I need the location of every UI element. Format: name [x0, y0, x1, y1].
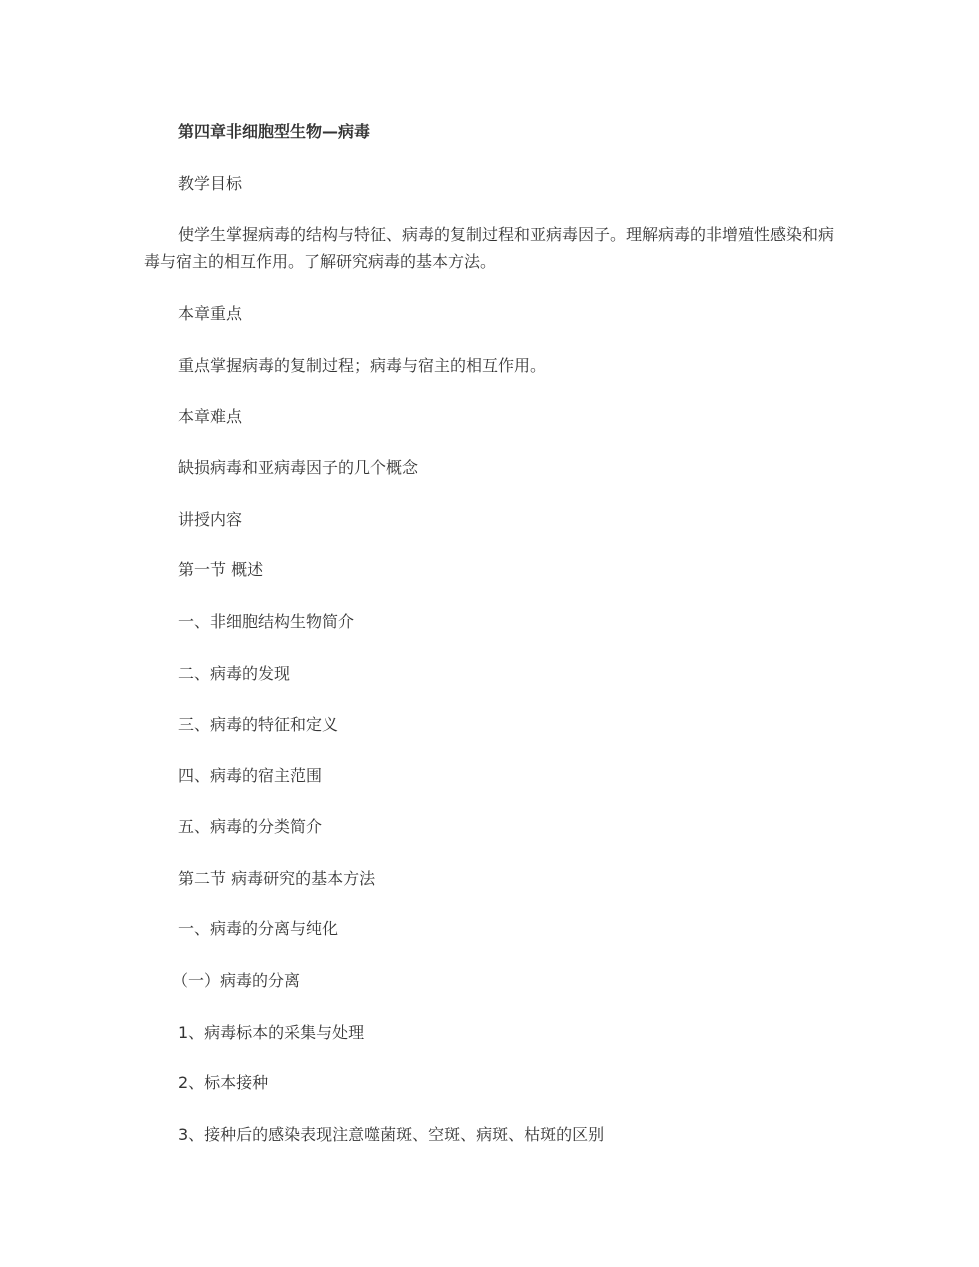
- section1-item: 二、病毒的发现: [178, 664, 291, 683]
- section2-step: 2、标本接种: [178, 1073, 269, 1092]
- content-heading: 讲授内容: [178, 510, 243, 529]
- key-points-heading: 本章重点: [178, 304, 243, 323]
- section1-item: 一、非细胞结构生物简介: [178, 612, 355, 631]
- key-points-text: 重点掌握病毒的复制过程；病毒与宿主的相互作用。: [178, 356, 547, 375]
- section1-item: 五、病毒的分类简介: [178, 817, 323, 836]
- section2-step: 3、接种后的感染表现注意噬菌斑、空斑、病斑、枯斑的区别: [178, 1125, 605, 1144]
- section1-item: 三、病毒的特征和定义: [178, 715, 339, 734]
- section2-subsubheading: （一）病毒的分离: [172, 971, 301, 990]
- difficulties-heading: 本章难点: [178, 407, 243, 426]
- difficulties-text: 缺损病毒和亚病毒因子的几个概念: [178, 458, 419, 477]
- section2-title: 第二节 病毒研究的基本方法: [178, 869, 376, 888]
- section2-step: 1、病毒标本的采集与处理: [178, 1023, 365, 1042]
- objectives-heading: 教学目标: [178, 174, 243, 193]
- section1-title: 第一节 概述: [178, 560, 264, 579]
- objectives-paragraph: 使学生掌握病毒的结构与特征、病毒的复制过程和亚病毒因子。理解病毒的非增殖性感染和病毒与宿主的相互作用。了解研究病毒的基本方法。: [144, 225, 835, 271]
- chapter-title: 第四章非细胞型生物—病毒: [178, 122, 371, 141]
- section1-item: 四、病毒的宿主范围: [178, 766, 323, 785]
- section2-subheading: 一、病毒的分离与纯化: [178, 919, 339, 938]
